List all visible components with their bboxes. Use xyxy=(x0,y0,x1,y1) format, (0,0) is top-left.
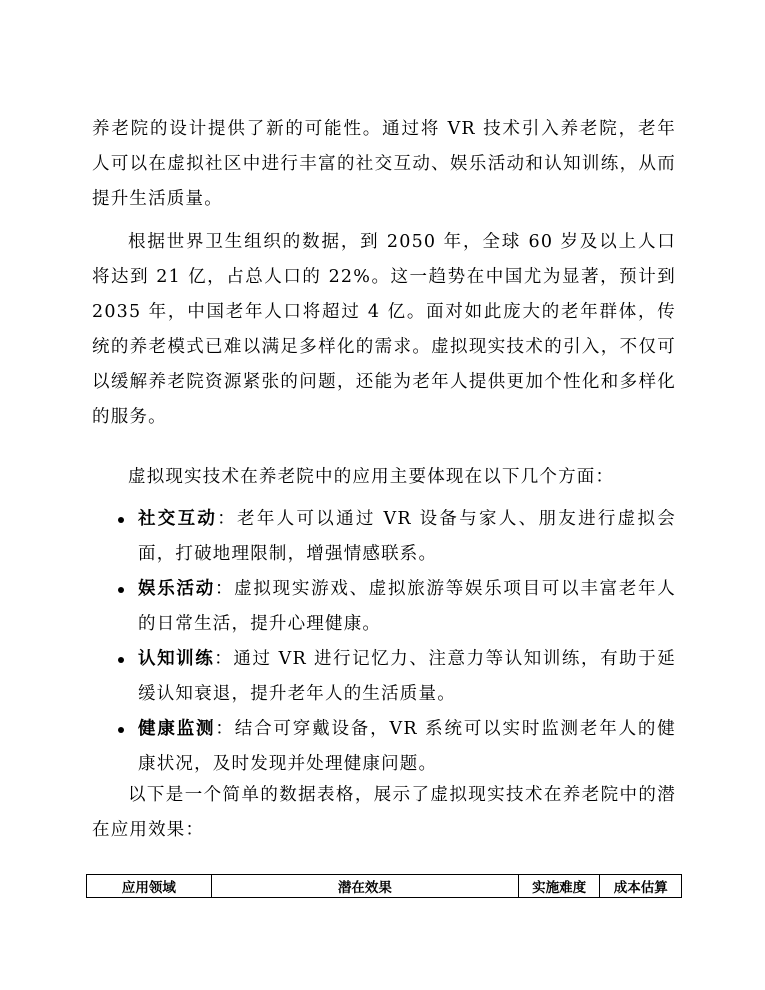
paragraph-statistics: 根据世界卫生组织的数据，到 2050 年，全球 60 岁及以上人口将达到 21 亿，占总人口的 22%。这一趋势在中国尤为显著，预计到 2035 年，中国老年人口将超过 4 亿。面对如此庞大的老年群体，传统的养老模式已难以满足多样化的需求。虚拟现实技术的引入，不仅可以缓解养老院资源紧张的问题，还能为老年人提供更加个性化和多样化的服务。 xyxy=(92,232,677,427)
list-item xyxy=(92,712,676,782)
list-item xyxy=(92,502,676,572)
paragraph-table-lead: 以下是一个简单的数据表格，展示了虚拟现实技术在养老院中的潜在应用效果： xyxy=(92,785,676,840)
applications-list xyxy=(92,502,676,782)
bullet-term: 娱乐活动 xyxy=(138,579,215,599)
paragraph-intro-continuation: 养老院的设计提供了新的可能性。通过将 VR 技术引入养老院，老年人可以在虚拟社区中进行丰富的社交互动、娱乐活动和认知训练，从而提升生活质量。 xyxy=(92,119,676,209)
table-header-cell: 潜在效果 xyxy=(211,875,518,898)
bullet-text: ：虚拟现实游戏、虚拟旅游等娱乐项目可以丰富老年人的日常生活，提升心理健康。 xyxy=(138,579,676,634)
list-item xyxy=(92,572,676,642)
effects-table xyxy=(86,874,682,898)
table-header-cell: 成本估算 xyxy=(600,875,682,898)
table-header-row xyxy=(87,875,682,898)
bullet-text: ：通过 VR 进行记忆力、注意力等认知训练，有助于延缓认知衰退，提升老年人的生活质量。 xyxy=(138,649,676,704)
bullet-text: ：结合可穿戴设备，VR 系统可以实时监测老年人的健康状况，及时发现并处理健康问题。 xyxy=(138,719,676,774)
table-header-cell: 实施难度 xyxy=(518,875,600,898)
bullet-dot-icon xyxy=(118,657,124,663)
bullet-term: 认知训练 xyxy=(138,649,215,669)
table-header-cell: 应用领域 xyxy=(87,875,212,898)
bullet-term: 健康监测 xyxy=(138,719,216,739)
bullet-dot-icon xyxy=(118,727,124,733)
bullet-term: 社交互动 xyxy=(138,509,218,529)
paragraph-applications-lead: 虚拟现实技术在养老院中的应用主要体现在以下几个方面： xyxy=(128,467,615,487)
list-item xyxy=(92,642,676,712)
bullet-text: ：老年人可以通过 VR 设备与家人、朋友进行虚拟会面，打破地理限制，增强情感联系。 xyxy=(138,509,676,564)
bullet-dot-icon xyxy=(118,517,124,523)
bullet-dot-icon xyxy=(118,587,124,593)
